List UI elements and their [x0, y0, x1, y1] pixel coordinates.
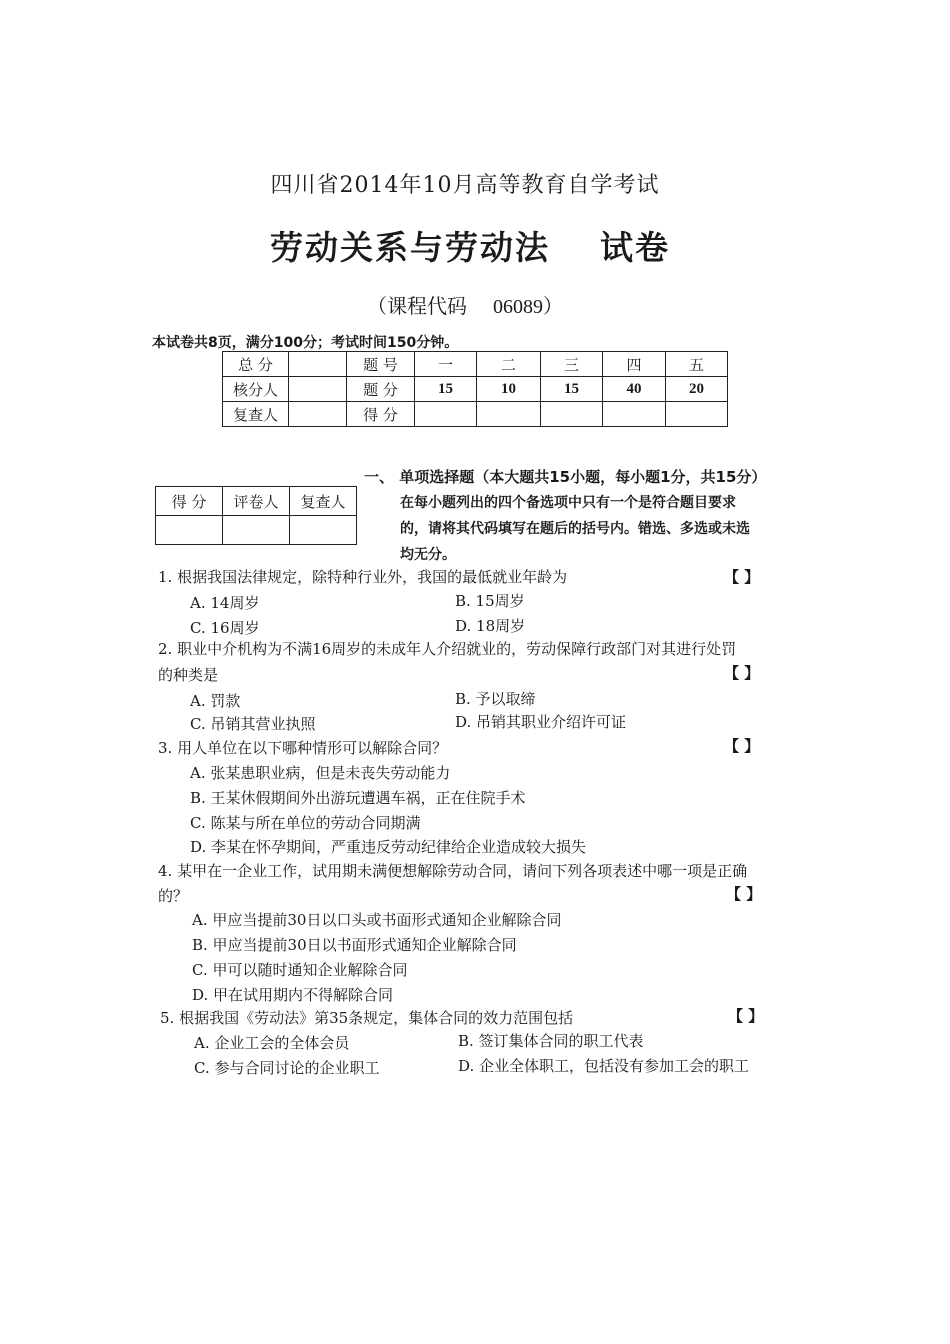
- score-table-row: [223, 402, 728, 427]
- option: D. 李某在怀孕期间，严重违反劳动纪律给企业造成较大损失: [190, 838, 587, 856]
- score-cell: 题 号: [347, 352, 415, 377]
- course-code-label: （课程代码: [367, 294, 467, 318]
- grader-cell: 评卷人: [223, 487, 290, 516]
- grader-table-row: [156, 487, 357, 516]
- score-cell: 总 分: [223, 352, 289, 377]
- score-table: [222, 351, 728, 427]
- option: B. 甲应当提前30日以书面形式通知企业解除合同: [192, 936, 517, 954]
- course-code-value: 06089）: [493, 296, 563, 318]
- score-cell: 核分人: [223, 377, 289, 402]
- score-cell: 15: [541, 377, 603, 402]
- grader-cell: [290, 516, 357, 545]
- answer-bracket: 【 】: [724, 737, 760, 755]
- score-cell: [289, 352, 347, 377]
- option: A. 甲应当提前30日以口头或书面形式通知企业解除合同: [192, 911, 562, 929]
- option: C. 16周岁: [190, 619, 260, 637]
- option: C. 甲可以随时通知企业解除合同: [192, 961, 408, 979]
- grader-cell: [223, 516, 290, 545]
- option: B. 15周岁: [455, 592, 525, 610]
- grader-cell: 复查人: [290, 487, 357, 516]
- score-cell: 得 分: [347, 402, 415, 427]
- score-cell: 四: [603, 352, 666, 377]
- score-cell: 复查人: [223, 402, 289, 427]
- option: A. 14周岁: [190, 594, 260, 612]
- question-stem: 的种类是: [158, 666, 219, 684]
- score-cell: 10: [477, 377, 541, 402]
- question-stem: 的？: [158, 887, 189, 905]
- question-stem: 5. 根据我国《劳动法》第35条规定，集体合同的效力范围包括: [160, 1009, 574, 1027]
- option: A. 企业工会的全体会员: [194, 1034, 350, 1052]
- grader-cell: 得 分: [156, 487, 223, 516]
- score-cell: [477, 402, 541, 427]
- option: A. 张某患职业病，但是未丧失劳动能力: [190, 764, 451, 782]
- answer-bracket: 【 】: [724, 568, 760, 586]
- score-cell: 20: [666, 377, 728, 402]
- score-table-row: [223, 352, 728, 377]
- option: D. 吊销其职业介绍许可证: [455, 713, 627, 731]
- paper-info: 本试卷共8页，满分100分；考试时间150分钟。: [152, 335, 459, 351]
- score-cell: [415, 402, 477, 427]
- score-cell: 三: [541, 352, 603, 377]
- grader-table-row: [156, 516, 357, 545]
- score-cell: 题 分: [347, 377, 415, 402]
- option: B. 予以取缔: [455, 690, 536, 708]
- answer-bracket: 【 】: [726, 885, 762, 903]
- option: D. 18周岁: [455, 617, 526, 635]
- score-cell: [289, 402, 347, 427]
- score-cell: [541, 402, 603, 427]
- score-cell: 五: [666, 352, 728, 377]
- score-cell: [603, 402, 666, 427]
- option: D. 企业全体职工，包括没有参加工会的职工: [458, 1057, 750, 1075]
- score-table-row: [223, 377, 728, 402]
- option: C. 陈某与所在单位的劳动合同期满: [190, 814, 421, 832]
- paper-label: 试卷: [600, 228, 670, 267]
- option: B. 王某休假期间外出游玩遭遇车祸，正在住院手术: [190, 789, 526, 807]
- grader-cell: [156, 516, 223, 545]
- score-cell: [666, 402, 728, 427]
- section-instruction: 的，请将其代码填写在题后的括号内。错选、多选或未选: [400, 521, 750, 537]
- grader-table: [155, 486, 357, 545]
- course-code: [0, 290, 930, 319]
- answer-bracket: 【 】: [724, 664, 760, 682]
- question-stem: 1. 根据我国法律规定，除特种行业外，我国的最低就业年龄为: [158, 568, 568, 586]
- score-cell: 二: [477, 352, 541, 377]
- exam-title: 四川省2014年10月高等教育自学考试: [270, 173, 660, 198]
- section-instruction: 在每小题列出的四个备选项中只有一个是符合题目要求: [400, 495, 736, 511]
- section-heading: 一、 单项选择题（本大题共15小题，每小题1分，共15分）: [364, 468, 767, 486]
- option: B. 签订集体合同的职工代表: [458, 1032, 644, 1050]
- option: C. 参与合同讨论的企业职工: [194, 1059, 380, 1077]
- question-stem: 2. 职业中介机构为不满16周岁的未成年人介绍就业的，劳动保障行政部门对其进行处罚: [158, 640, 737, 658]
- answer-bracket: 【 】: [728, 1007, 764, 1025]
- score-cell: 一: [415, 352, 477, 377]
- score-cell: 40: [603, 377, 666, 402]
- question-stem: 3. 用人单位在以下哪种情形可以解除合同？: [158, 739, 448, 757]
- option: C. 吊销其营业执照: [190, 715, 316, 733]
- score-cell: 15: [415, 377, 477, 402]
- option: A. 罚款: [190, 692, 241, 710]
- score-cell: [289, 377, 347, 402]
- option: D. 甲在试用期内不得解除合同: [192, 986, 394, 1004]
- question-stem: 4. 某甲在一企业工作，试用期未满便想解除劳动合同，请问下列各项表述中哪一项是正确: [158, 862, 748, 880]
- section-instruction: 均无分。: [400, 547, 456, 563]
- subject-title: 劳动关系与劳动法: [270, 228, 550, 267]
